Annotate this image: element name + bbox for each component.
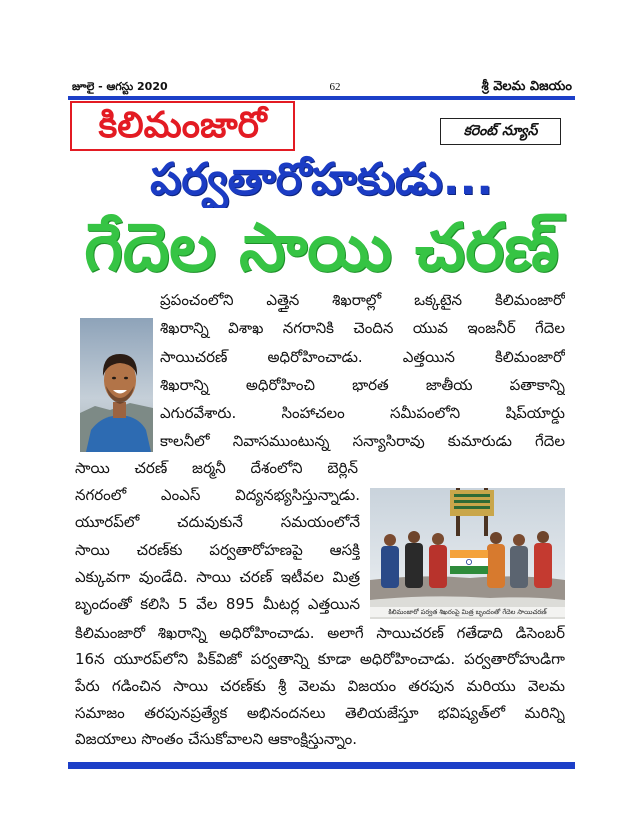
article-line: శిఖరాన్ని అధిరోహించి భారత జాతీయ పతాకాన్ని	[160, 376, 565, 394]
topic-label-box: కిలిమంజారో	[70, 101, 295, 151]
footer-rule	[68, 762, 575, 769]
header-rule	[68, 96, 575, 100]
article-line: పేరు గడించిన సాయి చరణ్‌కు శ్రీ వెలమ విజయం తరపున మరియు వెలమ	[75, 677, 565, 695]
group-photo	[370, 488, 565, 619]
section-label-box: కరెంట్ న్యూస్	[440, 118, 561, 145]
headline-primary: పర్వతారోహకుడు...	[150, 154, 493, 205]
article-line: శిఖరాన్ని విశాఖ నగరానికి చెందిన యువ ఇంజనీర్ గేదెల	[160, 319, 565, 337]
group-photo-image	[370, 488, 565, 619]
article-line: ఎగురవేశారు. సింహాచలం సమీపంలోని షిప్‌యార్డు	[160, 404, 565, 422]
article-line: ఎక్కువగా వుండేది. సాయి చరణ్ ఇటీవల మిత్ర	[75, 568, 360, 586]
article-line: యూరప్‌లో చదువుకునే సమయంలోనే	[75, 513, 360, 531]
article-line-last: విజయాలు సొంతం చేసుకోవాలని ఆకాంక్షిస్తున్నాం.	[75, 730, 358, 748]
article-line: బృందంతో కలిసి 5 వేల 895 మీటర్ల ఎత్తయిన	[75, 595, 360, 613]
article-line: ప్రపంచంలోని ఎత్తైన శిఖరాల్లో ఒక్కటైన కిలిమంజారో	[160, 291, 565, 309]
article-line: 16న యూరప్‌లోని పిక్‌విజో పర్వతాన్ని కూడా అధిరోహించాడు. పర్వతారోహుడిగా	[75, 650, 565, 668]
article-line: సాయిచరణ్ అధిరోహించాడు. ఎత్తయిన కిలిమంజారో	[160, 348, 565, 366]
article-line: సాయి చరణ్ జర్మనీ దేశంలోని బెర్లిన్	[75, 459, 358, 477]
portrait-photo	[80, 318, 153, 452]
indian-flag	[450, 550, 488, 574]
page-number: 62	[329, 81, 341, 93]
headline-name: గేదెల సాయి చరణ్	[84, 209, 559, 286]
article-line: కాలనీలో నివాసముంటున్న సన్యాసిరావు కుమారుడు గేదెల	[160, 432, 565, 450]
magazine-title: శ్రీ వెలమ విజయం	[481, 79, 572, 94]
article-line: సమాజం తరపునప్రత్యేక అభినందనలు తెలియజేస్తూ భవిష్యత్‌లో మరిన్ని	[75, 704, 565, 722]
article-line: సాయి చరణ్‌కు పర్వతారోహణపై ఆసక్తి	[75, 541, 360, 559]
photo-caption: కిలిమంజారో పర్వత శిఖరంపై మిత్ర బృందంతో గేదెల సాయిచరణ్	[370, 607, 565, 617]
article-line: నగరంలో ఎంఎస్ విద్యనభ్యసిస్తున్నాడు.	[75, 486, 360, 504]
issue-date: జూలై - ఆగస్టు 2020	[72, 80, 168, 93]
article-line: కిలిమంజారో శిఖరాన్ని అధిరోహించాడు. అలాగే సాయిచరణ్ గతేడాది డిసెంబర్	[75, 624, 565, 642]
